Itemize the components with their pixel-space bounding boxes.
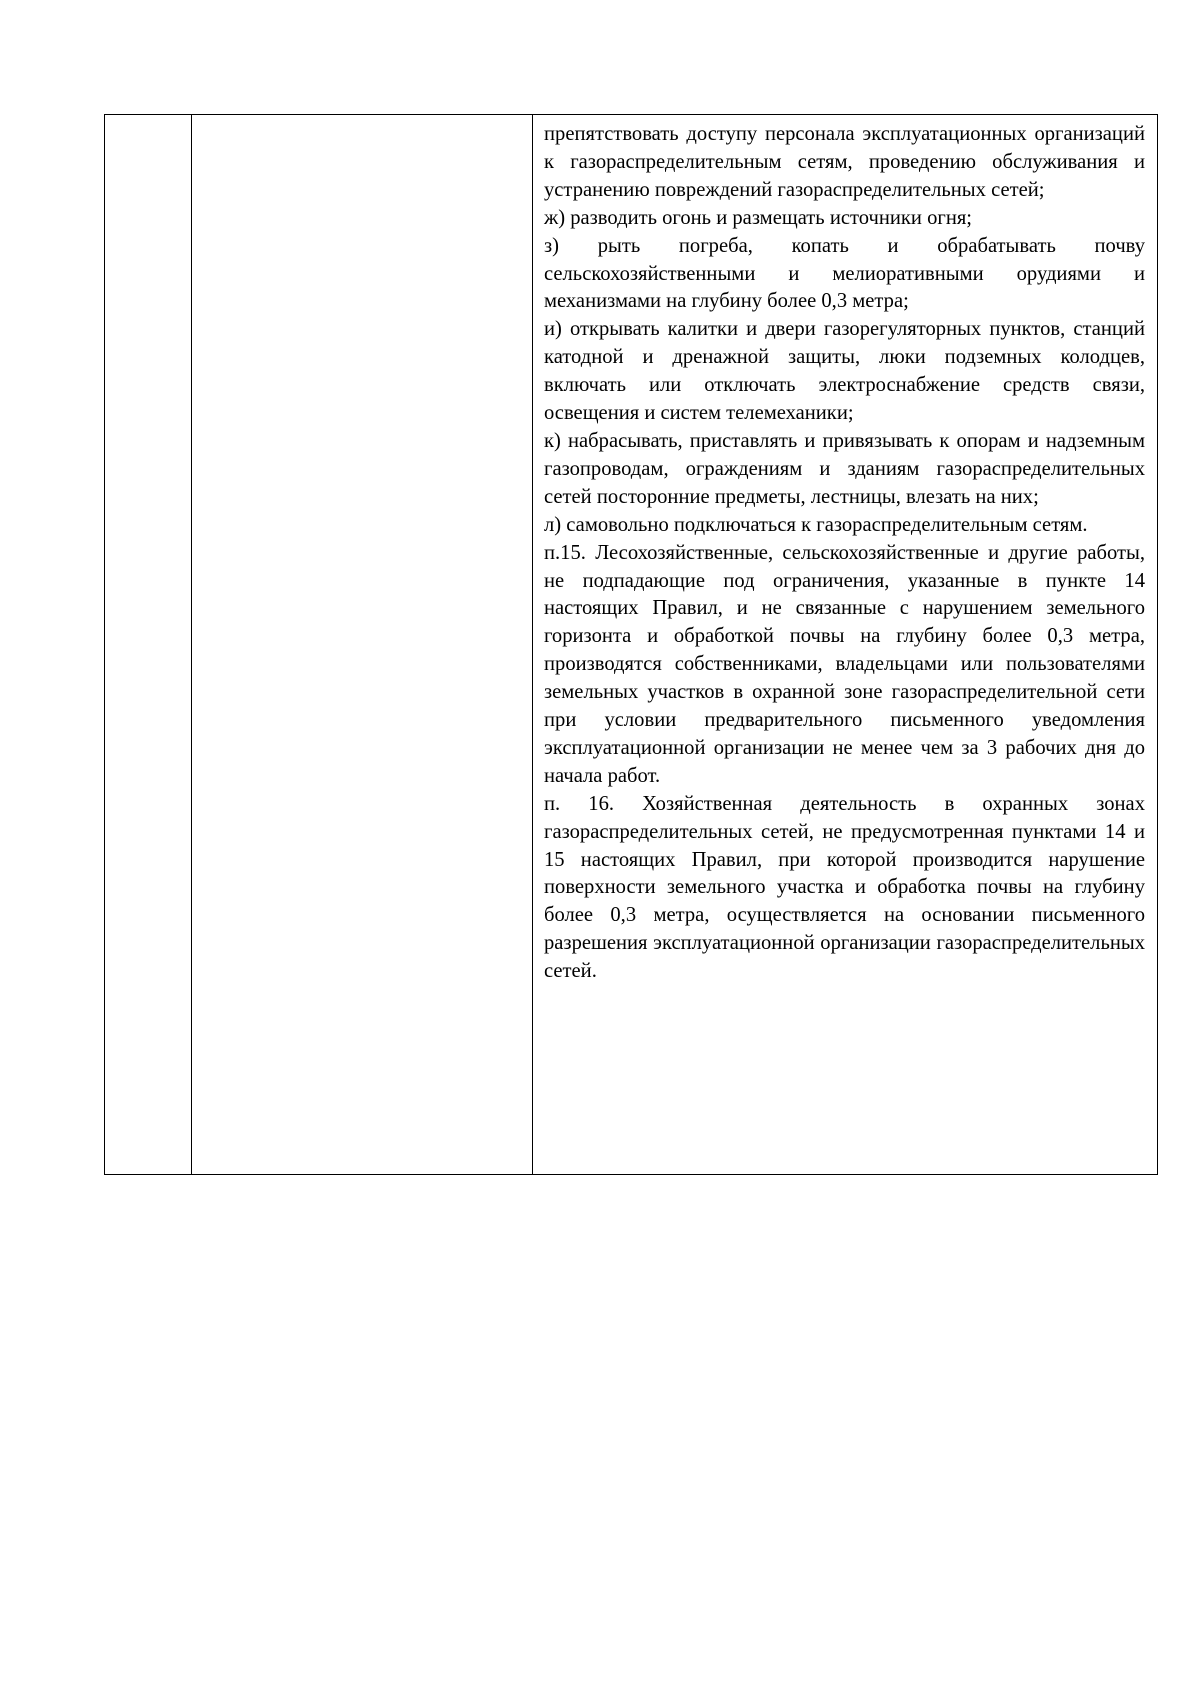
paragraph: л) самовольно подключаться к газораспределительным сетям. — [544, 513, 1088, 536]
requirements-text — [533, 115, 1157, 986]
paragraph: к) набрасывать, приставлять и привязывать к опорам и надземным газопроводам, ограждениям и зданиям газораспределительных сетей посторонние предметы, лестницы, влезать на них; — [544, 429, 1145, 508]
paragraph: ж) разводить огонь и размещать источники огня; — [544, 206, 973, 229]
item-cell — [192, 115, 533, 1175]
paragraph: п.15. Лесохозяйственные, сельскохозяйственные и другие работы, не подпадающие под ограничения, указанные в пункте 14 настоящих Правил, и не связанные с нарушением земельного горизонта и обработкой почвы на глубину более 0,3 метра, производятся собственниками, владельцами или пользователями земельных участков в охранной зоне газораспределительной сети при условии предварительного письменного уведомления эксплуатационной организации не менее чем за 3 рабочих дня до начала работ. — [544, 541, 1145, 787]
table-row — [105, 115, 1158, 1175]
number-cell — [105, 115, 192, 1175]
paragraph: и) открывать калитки и двери газорегуляторных пунктов, станций катодной и дренажной защиты, люки подземных колодцев, включать или отключать электроснабжение средств связи, освещения и систем телемеханики; — [544, 318, 1145, 425]
paragraph: п. 16. Хозяйственная деятельность в охранных зонах газораспределительных сетей, не предусмотренная пунктами 14 и 15 настоящих Правил, при которой производится нарушение поверхности земельного участка и обработка почвы на глубину более 0,3 метра, осуществляется на основании письменного разрешения эксплуатационной организации газораспределительных сетей. — [544, 792, 1145, 983]
requirements-cell — [533, 115, 1158, 1175]
paragraph: з) рыть погреба, копать и обрабатывать почву сельскохозяйственными и мелиоративными орудиями и механизмами на глубину более 0,3 метра; — [544, 234, 1145, 313]
paragraph: препятствовать доступу персонала эксплуатационных организаций к газораспределительным сетям, проведению обслуживания и устранению повреждений газораспределительных сетей; — [544, 123, 1145, 201]
regulations-table — [104, 114, 1158, 1175]
